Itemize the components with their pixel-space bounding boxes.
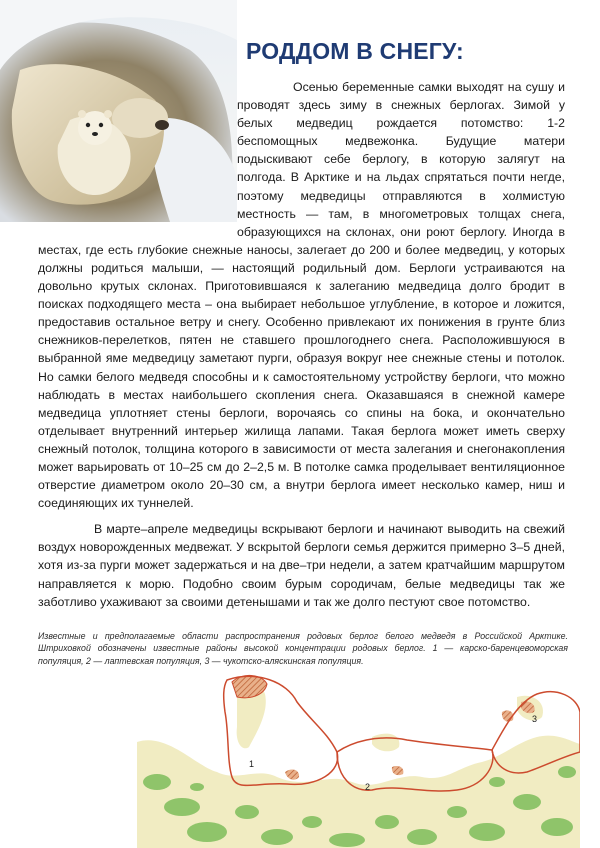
photo-wrap-spacer [38,78,237,232]
map-caption: Известные и предполагаемые области распространения родовых берлог белого медведя в Российской Арктике. Штриховкой обозначены известные районы высокой концентрации родовых берлог. 1 — карско-баренцевоморская популяция, 2 — лаптевская популяция, 3 — чукотско-аляскинская популяция. [38,631,568,666]
page-title: РОДДОМ В СНЕГУ: [246,38,464,64]
map-label-3: 3 [532,714,538,724]
article-body [38,78,565,611]
den-distribution-map [137,672,580,848]
map-label-2: 2 [365,782,371,792]
article-paragraph: В марте–апреле медведицы вскрывают берлоги и начинают выводить на свежий воздух новорожденных медвежат. У вскрытой берлоги семья держится примерно 3–5 дней, хотя из-за пурги может задержаться и на две–три недели, а затем кратчайшим маршрутом направляется к морю. Подобно своим бурым сородичам, белые медведицы так же заботливо ухаживают за своими детенышами и так же долго пестуют свое потомство. [38,522,565,609]
article-paragraph: Осенью беременные самки выходят на сушу и проводят здесь зиму в снежных берлогах. Зимой у белых медведиц рождается потомство: 1-2 беспомощных медвежонка. Будущие матери подыскивают себе берлогу, в которую залягут на полгода. В Арктике и на льдах спрятаться почти негде, поэтому медведицы отправляются в холмистую местность — там, в многометровых толщах снега, образующихся на склонах, они роют берлогу. Иногда в местах, где есть глубокие снежные наносы, залегает до 200 и более медведиц, у которых должны родиться малыши, — настоящий родильный дом. Берлоги устраиваются на довольно крутых склонах. Приготовившаяся к залеганию медведица долго бродит в поисках подходящего места – она выбирает небольшое углубление, в которое и ложится, предоставив остальное ветру и снегу. Особенно привлекают их понижения в грунте близ снежников-перелетков, пятен не ставшего прошлогоднего снега. Расположившуюся в выбранной яме медведицу заметают пурги, образуя вокруг нее снежные стены и потолок. Но самки белого медведя способны и к самостоятельному устройству берлоги, что можно наблюдать в местах наибольшего скопления снега. Оказавшаяся в снежной камере медведица уплотняет стены берлоги, ворочаясь со спины на бока, и окончательно отделывает внутренний интерьер жилища лапами. Такая берлога может иметь сверху снежный потолок, толщина которого в зависимости от места залегания и снегонакопления может варьировать от 10–25 см до 2–2,5 м. В потолке самка проделывает вентиляционное отверстие диаметром около 20–30 см, а внутри берлога имеет несколько камер, ниш и соединяющих их туннелей. [38,80,565,511]
map-label-1: 1 [249,759,255,769]
